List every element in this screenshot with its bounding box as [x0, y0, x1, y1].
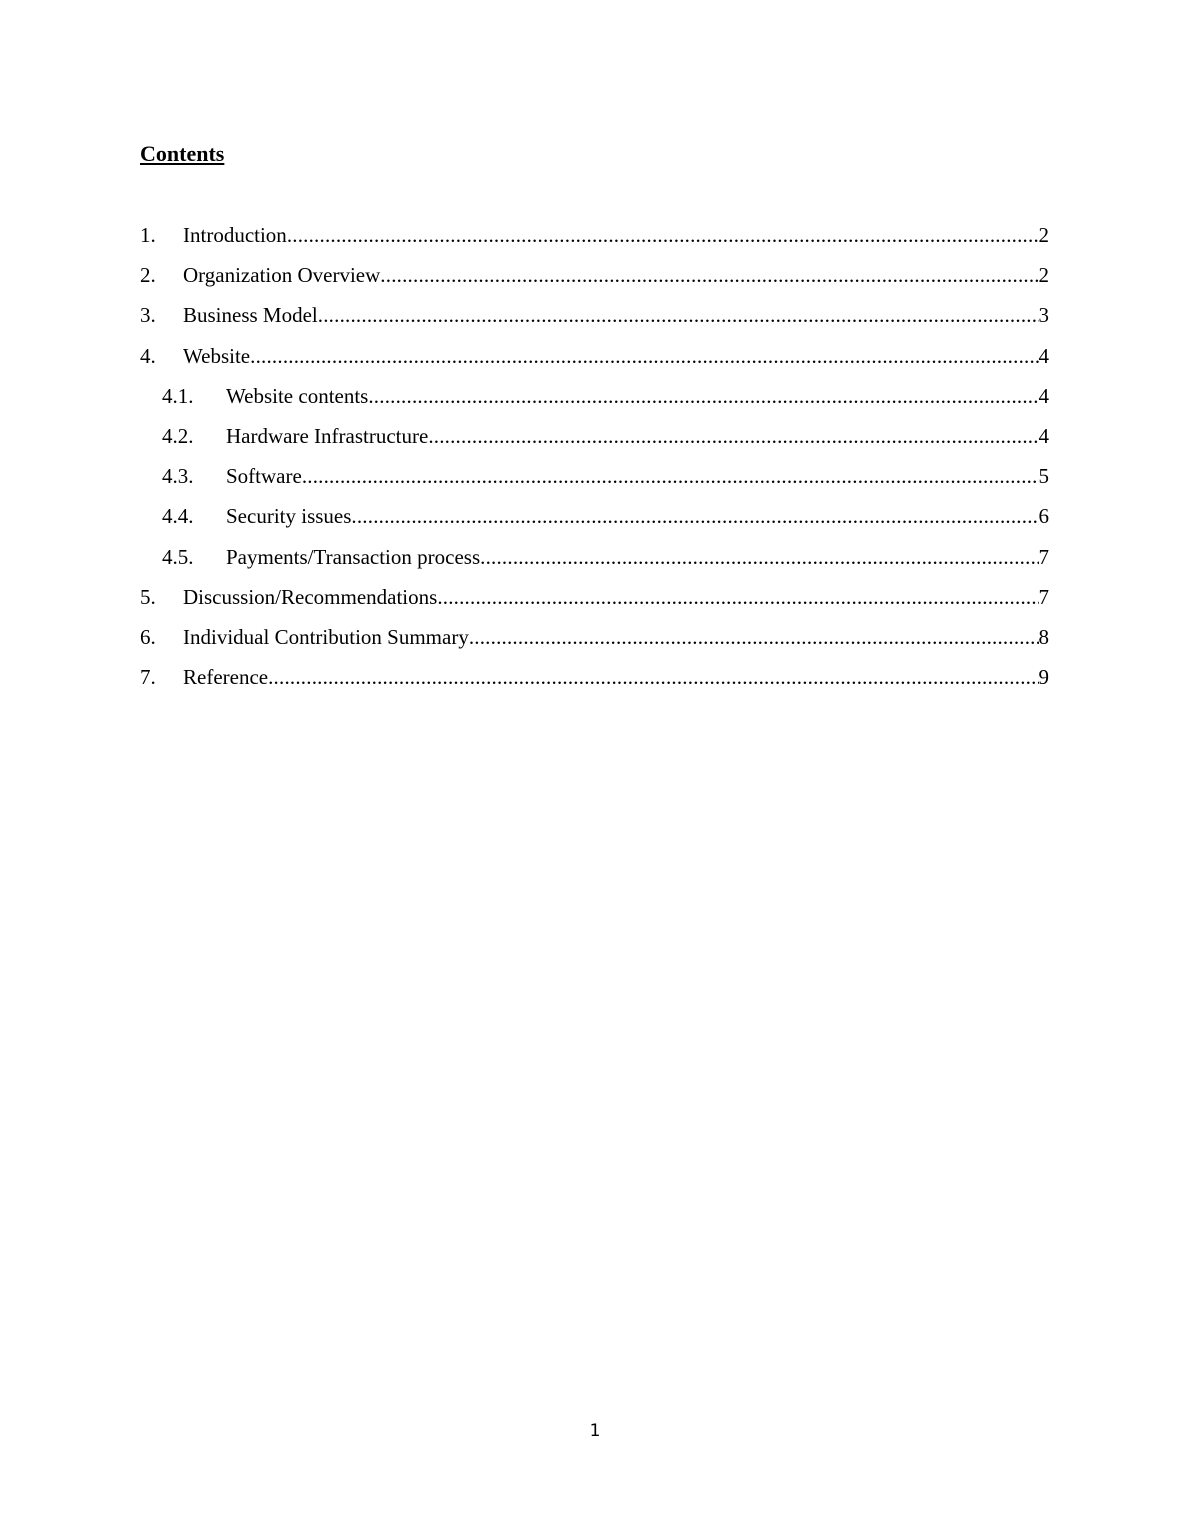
- toc-entry-title: Individual Contribution Summary: [183, 624, 469, 649]
- toc-entry-payments-transaction-process[interactable]: [140, 543, 1049, 583]
- toc-entry-title: Security issues: [226, 504, 352, 529]
- toc-entry-title: Business Model: [183, 303, 318, 328]
- toc-entry-page: 6: [1038, 504, 1049, 529]
- toc-entry-page: 2: [1038, 223, 1049, 247]
- toc-entry-page: 4: [1038, 343, 1049, 368]
- toc-entry-page: 3: [1038, 303, 1049, 328]
- toc-entry-title: Website: [183, 343, 251, 368]
- toc-entry-title: Organization Overview: [183, 263, 381, 288]
- toc-dot-leader: [469, 623, 1039, 651]
- toc-entry-number: 4.3.: [162, 464, 194, 489]
- toc-dot-leader: [250, 342, 1038, 370]
- toc-entry-business-model[interactable]: [140, 301, 1049, 341]
- toc-entry-page: 7: [1038, 584, 1049, 609]
- toc-entry-reference[interactable]: [140, 663, 1049, 703]
- toc-entry-number: 4.1.: [162, 383, 194, 408]
- toc-entry-title: Introduction: [183, 223, 287, 247]
- toc-entry-page: 5: [1038, 464, 1049, 489]
- toc-entry-page: 9: [1038, 665, 1049, 690]
- toc-entry-page: 8: [1038, 624, 1049, 649]
- toc-dot-leader: [318, 301, 1039, 329]
- toc-entry-title: Hardware Infrastructure: [226, 423, 429, 448]
- contents-heading: Contents: [140, 141, 225, 166]
- toc-entry-website-contents[interactable]: [140, 382, 1049, 422]
- toc-entry-number: 4.: [140, 343, 156, 368]
- toc-entry-number: 4.5.: [162, 544, 194, 569]
- toc-entry-number: 4.4.: [162, 504, 194, 529]
- toc-dot-leader: [380, 261, 1038, 289]
- toc-entry-title: Reference: [183, 665, 269, 690]
- toc-dot-leader: [428, 422, 1038, 450]
- toc-dot-leader: [287, 221, 1039, 249]
- toc-entry-software[interactable]: [140, 462, 1049, 502]
- toc-entry-title: Discussion/Recommendations: [183, 584, 438, 609]
- toc-entry-security-issues[interactable]: [140, 502, 1049, 542]
- toc-dot-leader: [302, 462, 1039, 490]
- toc-entry-number: 6.: [140, 624, 156, 649]
- toc-dot-leader: [368, 382, 1038, 410]
- toc-dot-leader: [351, 502, 1038, 530]
- toc-entry-title: Software: [226, 464, 302, 489]
- toc-entry-page: 4: [1038, 423, 1049, 448]
- toc-dot-leader: [480, 543, 1038, 571]
- toc-entry-individual-contribution-summary[interactable]: [140, 623, 1049, 663]
- toc-entry-discussion-recommendations[interactable]: [140, 583, 1049, 623]
- table-of-contents: [140, 221, 1049, 703]
- toc-entry-page: 4: [1038, 383, 1049, 408]
- toc-entry-website[interactable]: [140, 342, 1049, 382]
- toc-entry-number: 1.: [140, 223, 156, 247]
- toc-entry-title: Website contents: [226, 383, 369, 408]
- toc-dot-leader: [437, 583, 1038, 611]
- toc-entry-page: 2: [1038, 263, 1049, 288]
- toc-entry-number: 3.: [140, 303, 156, 328]
- toc-entry-title: Payments/Transaction process: [226, 544, 481, 569]
- toc-entry-number: 7.: [140, 665, 156, 690]
- toc-entry-hardware-infrastructure[interactable]: [140, 422, 1049, 462]
- toc-entry-number: 2.: [140, 263, 156, 288]
- page-number: 1: [589, 1421, 601, 1441]
- toc-entry-introduction[interactable]: [140, 221, 1049, 261]
- toc-dot-leader: [268, 663, 1038, 691]
- toc-entry-page: 7: [1038, 544, 1049, 569]
- toc-entry-organization-overview[interactable]: [140, 261, 1049, 301]
- toc-entry-number: 5.: [140, 584, 156, 609]
- toc-entry-number: 4.2.: [162, 423, 194, 448]
